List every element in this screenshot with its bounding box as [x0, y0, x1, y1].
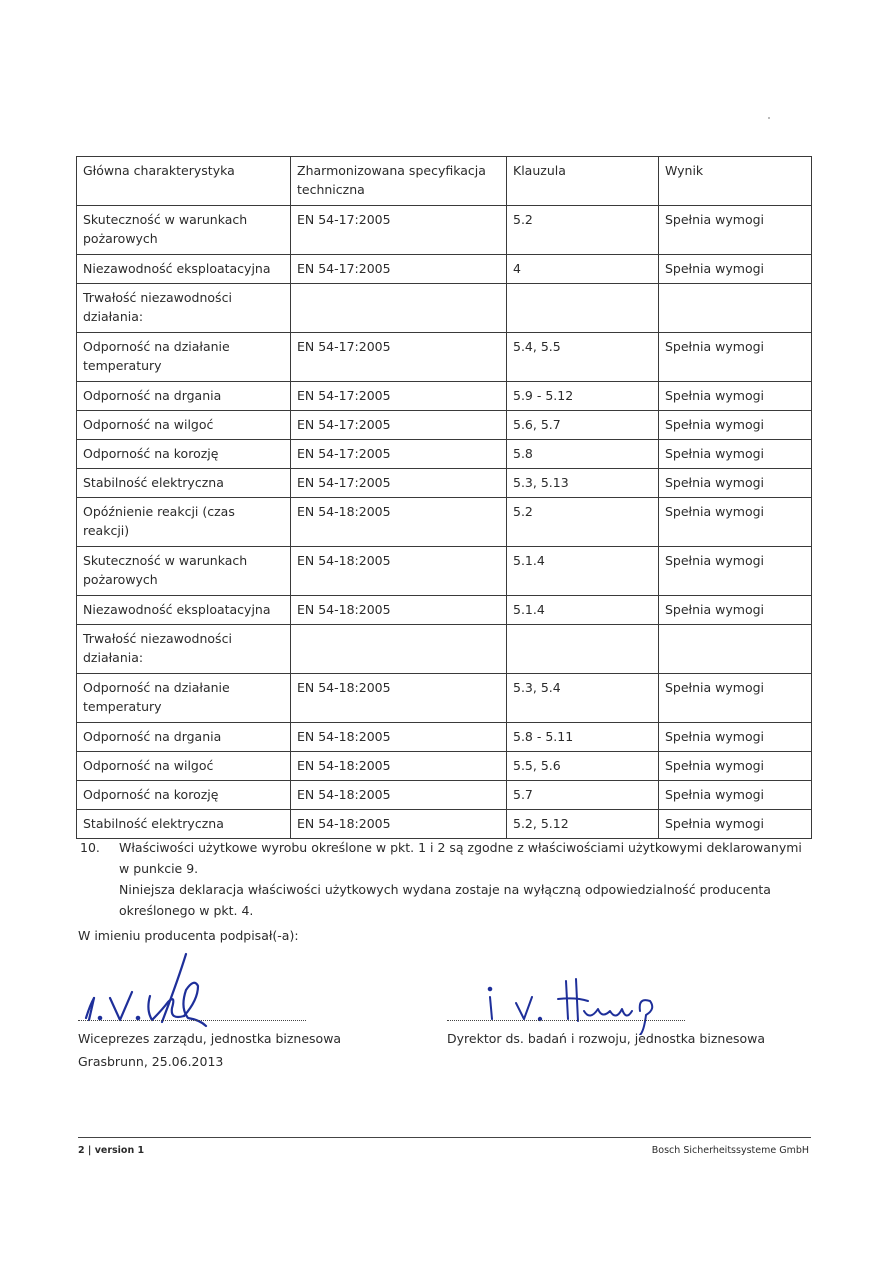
cell-clause	[507, 625, 659, 674]
note-line-1: Właściwości użytkowe wyrobu określone w pkt. 1 i 2 są zgodne z właściwościami użytkowymi deklarowanymi w punkcie 9.	[119, 840, 802, 876]
cell-characteristic: Opóźnienie reakcji (czas reakcji)	[77, 498, 291, 547]
cell-clause: 5.1.4	[507, 547, 659, 596]
cell-characteristic: Odporność na korozję	[77, 440, 291, 469]
cell-characteristic: Odporność na wilgoć	[77, 411, 291, 440]
table-row	[77, 547, 812, 596]
header-clause: Klauzula	[507, 157, 659, 206]
cell-clause: 5.8	[507, 440, 659, 469]
cell-result: Spełnia wymogi	[659, 469, 812, 498]
cell-clause: 5.2	[507, 206, 659, 255]
signed-by-label: W imieniu producenta podpisał(-a):	[78, 928, 299, 943]
cell-spec: EN 54-18:2005	[291, 810, 507, 839]
table-row	[77, 723, 812, 752]
cell-spec: EN 54-17:2005	[291, 206, 507, 255]
table-row	[77, 596, 812, 625]
cell-characteristic: Skuteczność w warunkach pożarowych	[77, 206, 291, 255]
cell-clause: 5.2	[507, 498, 659, 547]
cell-spec: EN 54-18:2005	[291, 596, 507, 625]
table-row	[77, 469, 812, 498]
note-line-2: Niniejsza deklaracja właściwości użytkowych wydana zostaje na wyłączną odpowiedzialność producenta określonego w pkt. 4.	[119, 882, 771, 918]
cell-spec	[291, 625, 507, 674]
cell-result: Spełnia wymogi	[659, 498, 812, 547]
table-row	[77, 674, 812, 723]
left-signature	[80, 950, 240, 1030]
cell-result: Spełnia wymogi	[659, 333, 812, 382]
cell-result: Spełnia wymogi	[659, 411, 812, 440]
place-date: Grasbrunn, 25.06.2013	[78, 1054, 224, 1069]
cell-spec: EN 54-18:2005	[291, 752, 507, 781]
cell-spec: EN 54-17:2005	[291, 411, 507, 440]
cell-spec: EN 54-17:2005	[291, 382, 507, 411]
cell-clause: 5.6, 5.7	[507, 411, 659, 440]
cell-characteristic: Odporność na działanie temperatury	[77, 333, 291, 382]
cell-characteristic: Trwałość niezawodności działania:	[77, 625, 291, 674]
cell-characteristic: Odporność na działanie temperatury	[77, 674, 291, 723]
cell-characteristic: Odporność na drgania	[77, 723, 291, 752]
cell-result	[659, 284, 812, 333]
cell-clause: 5.8 - 5.11	[507, 723, 659, 752]
cell-characteristic: Trwałość niezawodności działania:	[77, 284, 291, 333]
cell-result: Spełnia wymogi	[659, 596, 812, 625]
table-row	[77, 498, 812, 547]
header-characteristic: Główna charakterystyka	[77, 157, 291, 206]
table-row	[77, 440, 812, 469]
header-result: Wynik	[659, 157, 812, 206]
cell-spec: EN 54-17:2005	[291, 440, 507, 469]
right-signature	[480, 975, 680, 1035]
cell-clause: 4	[507, 255, 659, 284]
cell-spec: EN 54-18:2005	[291, 498, 507, 547]
cell-clause: 5.3, 5.4	[507, 674, 659, 723]
table-row	[77, 752, 812, 781]
performance-table	[76, 156, 812, 839]
cell-result: Spełnia wymogi	[659, 810, 812, 839]
cell-spec: EN 54-17:2005	[291, 333, 507, 382]
right-signature-line	[447, 1020, 685, 1021]
table-row	[77, 206, 812, 255]
cell-result: Spełnia wymogi	[659, 255, 812, 284]
cell-characteristic: Odporność na drgania	[77, 382, 291, 411]
table-row	[77, 382, 812, 411]
footer-divider	[78, 1137, 811, 1138]
scan-speck	[768, 117, 770, 119]
cell-characteristic: Stabilność elektryczna	[77, 469, 291, 498]
cell-clause: 5.9 - 5.12	[507, 382, 659, 411]
table-row	[77, 781, 812, 810]
table-row	[77, 333, 812, 382]
cell-result: Spełnia wymogi	[659, 723, 812, 752]
cell-clause: 5.1.4	[507, 596, 659, 625]
cell-clause: 5.7	[507, 781, 659, 810]
cell-result	[659, 625, 812, 674]
cell-result: Spełnia wymogi	[659, 781, 812, 810]
cell-spec: EN 54-17:2005	[291, 469, 507, 498]
right-signatory-role: Dyrektor ds. badań i rozwoju, jednostka biznesowa	[447, 1031, 766, 1046]
cell-result: Spełnia wymogi	[659, 206, 812, 255]
cell-result: Spełnia wymogi	[659, 382, 812, 411]
cell-spec: EN 54-18:2005	[291, 547, 507, 596]
cell-spec: EN 54-18:2005	[291, 674, 507, 723]
cell-characteristic: Odporność na korozję	[77, 781, 291, 810]
cell-spec	[291, 284, 507, 333]
cell-clause: 5.3, 5.13	[507, 469, 659, 498]
footer-page-version: 2 | version 1	[78, 1145, 145, 1156]
cell-clause	[507, 284, 659, 333]
footer-company: Bosch Sicherheitssysteme GmbH	[651, 1145, 809, 1156]
cell-result: Spełnia wymogi	[659, 674, 812, 723]
table-header-row	[77, 157, 812, 206]
left-signatory-role: Wiceprezes zarządu, jednostka biznesowa	[78, 1031, 342, 1046]
table-row	[77, 810, 812, 839]
cell-clause: 5.2, 5.12	[507, 810, 659, 839]
table-row	[77, 411, 812, 440]
cell-characteristic: Niezawodność eksploatacyjna	[77, 596, 291, 625]
header-spec: Zharmonizowana specyfikacja techniczna	[291, 157, 507, 206]
table-row	[77, 625, 812, 674]
cell-clause: 5.5, 5.6	[507, 752, 659, 781]
cell-result: Spełnia wymogi	[659, 547, 812, 596]
cell-spec: EN 54-18:2005	[291, 781, 507, 810]
cell-spec: EN 54-18:2005	[291, 723, 507, 752]
table-row	[77, 284, 812, 333]
cell-spec: EN 54-17:2005	[291, 255, 507, 284]
cell-result: Spełnia wymogi	[659, 752, 812, 781]
cell-result: Spełnia wymogi	[659, 440, 812, 469]
cell-characteristic: Odporność na wilgoć	[77, 752, 291, 781]
note-number: 10.	[80, 840, 100, 855]
cell-clause: 5.4, 5.5	[507, 333, 659, 382]
cell-characteristic: Niezawodność eksploatacyjna	[77, 255, 291, 284]
left-signature-line	[78, 1020, 306, 1021]
cell-characteristic: Stabilność elektryczna	[77, 810, 291, 839]
table-row	[77, 255, 812, 284]
cell-characteristic: Skuteczność w warunkach pożarowych	[77, 547, 291, 596]
